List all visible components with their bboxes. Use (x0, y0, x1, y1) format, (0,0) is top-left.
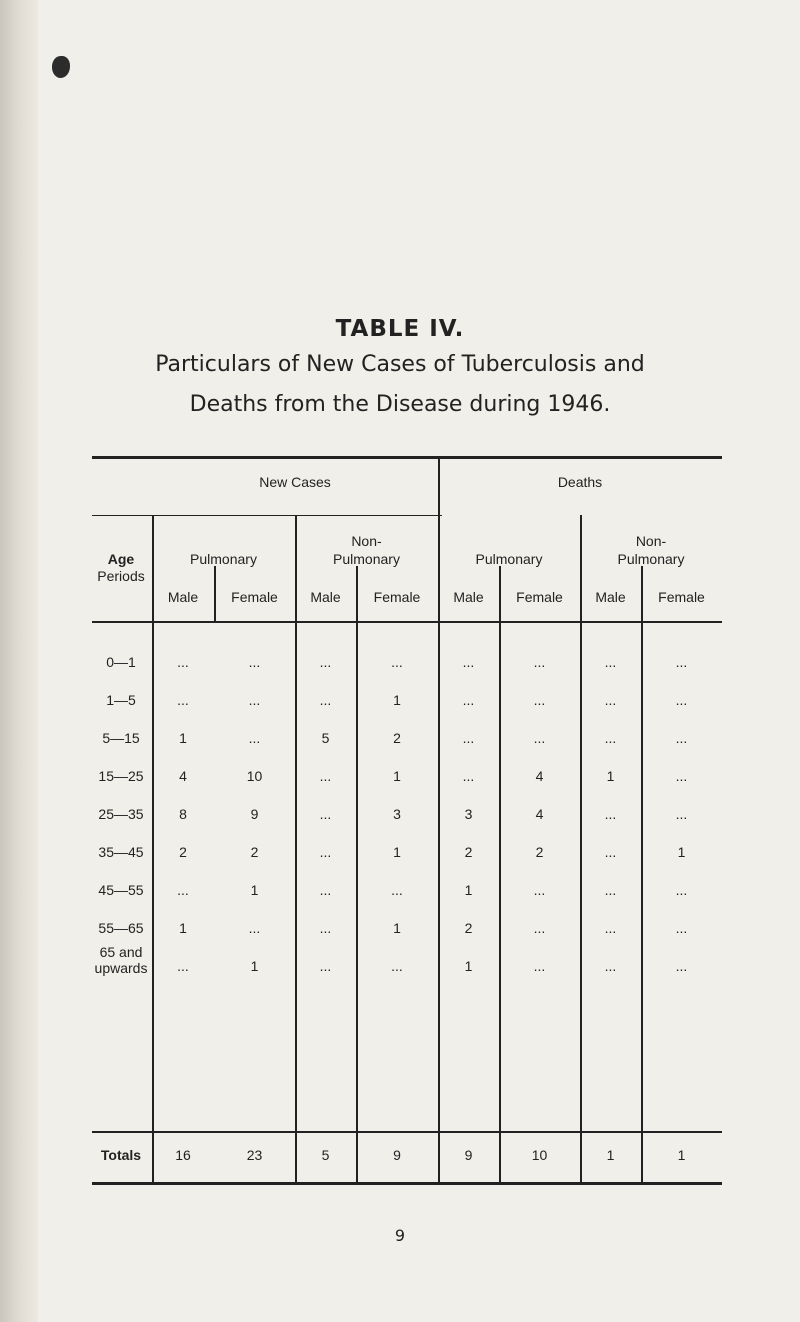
age-divider-header (152, 515, 154, 621)
table-cell: ... (391, 958, 403, 974)
sub-header-pulmonary: Pulmonary (190, 551, 257, 567)
sub-header-deaths-pulmonary: Pulmonary (475, 551, 543, 567)
table-cell: ... (177, 654, 189, 670)
table-cell: 2 (250, 844, 259, 860)
table-cell: 2 (464, 920, 473, 936)
new-cases-underline (92, 515, 442, 516)
table-cell: ... (248, 654, 261, 670)
table-cell: 1 (677, 844, 686, 860)
table-cell: ... (319, 768, 332, 784)
header-bottom-rule (92, 621, 722, 623)
deaths-sub-divider (580, 515, 582, 621)
sub-header-deaths-non-pulmonary-2: Pulmonary (617, 551, 685, 567)
table-cell: ... (319, 920, 332, 936)
table-cell: ... (319, 844, 332, 860)
row-age-label: 15—25 (98, 768, 144, 784)
table-cell: ... (604, 730, 617, 746)
table-cell: ... (675, 920, 688, 936)
table-cell: 3 (393, 806, 401, 822)
sex-header-3: Female (373, 589, 421, 605)
table-cell: ... (533, 654, 546, 670)
table-cell: 1 (393, 920, 401, 936)
table-cell: ... (604, 882, 617, 898)
table-cell: ... (533, 730, 546, 746)
table-cell: ... (604, 920, 617, 936)
sex-header-7: Female (658, 589, 705, 605)
table-cell: 4 (535, 806, 544, 822)
table-cell: ... (604, 692, 617, 708)
page-edge-shadow (0, 0, 38, 1322)
totals-label: Totals (100, 1147, 142, 1163)
table-cell: ... (675, 882, 688, 898)
table-cell: ... (675, 730, 688, 746)
totals-cell: 16 (175, 1147, 191, 1163)
totals-cell: 9 (393, 1147, 401, 1163)
table-cell: 3 (464, 806, 473, 822)
table-cell: ... (462, 692, 475, 708)
table-cell: 1 (393, 692, 401, 708)
sub-header-non-pulmonary-2: Pulmonary (333, 551, 400, 567)
table-cell: ... (462, 654, 475, 670)
table-cell: ... (248, 920, 261, 936)
table-cell: ... (319, 692, 332, 708)
table-cell: ... (533, 920, 546, 936)
sex-header-1: Female (231, 589, 278, 605)
table-cell: ... (675, 654, 688, 670)
table-cell: ... (391, 654, 403, 670)
new-cases-sub-divider (295, 515, 297, 621)
sex-header-0: Male (167, 589, 199, 605)
table-cell: 10 (246, 768, 263, 784)
row-age-label: 65 and (99, 944, 143, 960)
row-age-label: 55—65 (98, 920, 144, 936)
table-cell: 2 (535, 844, 544, 860)
table-cell: ... (533, 958, 546, 974)
table-cell: ... (462, 768, 475, 784)
sex-header-4: Male (453, 589, 484, 605)
table-cell: 1 (250, 958, 259, 974)
totals-cell: 1 (677, 1147, 686, 1163)
sub-header-deaths-non-pulmonary-1: Non- (635, 533, 667, 549)
table-cell: ... (604, 958, 617, 974)
totals-cell: 5 (321, 1147, 330, 1163)
table-cell: ... (319, 958, 332, 974)
row-age-label: 1—5 (106, 692, 136, 708)
sex-header-6: Male (595, 589, 626, 605)
table-label: TABLE IV. (335, 316, 465, 342)
table-cell: 2 (393, 730, 401, 746)
group-header-deaths: Deaths (557, 474, 603, 490)
totals-cell: 10 (531, 1147, 548, 1163)
table-cell: 1 (179, 920, 187, 936)
row-age-label: 5—15 (102, 730, 140, 746)
table-title-line-2: Deaths from the Disease during 1946. (189, 392, 611, 417)
table-cell: 4 (535, 768, 544, 784)
ink-blot (52, 56, 70, 78)
group-header-new-cases: New Cases (259, 474, 331, 490)
table-cell: ... (675, 958, 688, 974)
table-cell: 1 (464, 958, 473, 974)
table-cell: ... (604, 806, 617, 822)
page-number: 9 (394, 1226, 406, 1245)
table-cell: ... (177, 958, 189, 974)
table-cell: 2 (464, 844, 473, 860)
row-age-label: 45—55 (98, 882, 144, 898)
table-top-rule (92, 456, 722, 459)
sex-header-5: Female (516, 589, 563, 605)
sex-header-2: Male (310, 589, 341, 605)
table-cell: ... (319, 882, 332, 898)
table-title-line-1: Particulars of New Cases of Tuberculosis and (155, 352, 645, 377)
table-cell: ... (391, 882, 403, 898)
table-cell: 9 (250, 806, 259, 822)
age-header-line-2: Periods (97, 568, 145, 584)
totals-cell: 23 (246, 1147, 263, 1163)
table-cell: ... (533, 882, 546, 898)
table-cell: 4 (179, 768, 187, 784)
row-age-label: 25—35 (98, 806, 144, 822)
table-cell: ... (533, 692, 546, 708)
age-header-line-1: Age (107, 551, 135, 567)
table-cell: ... (675, 692, 688, 708)
table-cell: 1 (464, 882, 473, 898)
table-cell: 2 (179, 844, 187, 860)
table-cell: ... (675, 768, 688, 784)
table-cell: ... (248, 692, 261, 708)
row-age-label: upwards (94, 960, 148, 976)
table-cell: ... (248, 730, 261, 746)
table-cell: ... (462, 730, 475, 746)
table-cell: ... (319, 806, 332, 822)
table-cell: ... (604, 654, 617, 670)
table-cell: 1 (250, 882, 259, 898)
totals-top-rule (92, 1131, 722, 1133)
table-bottom-rule (92, 1182, 722, 1185)
table-cell: 1 (606, 768, 615, 784)
table-cell: ... (675, 806, 688, 822)
table-cell: ... (319, 654, 332, 670)
sub-header-non-pulmonary-1: Non- (351, 533, 382, 549)
table-cell: 1 (179, 730, 187, 746)
row-age-label: 35—45 (98, 844, 144, 860)
totals-cell: 1 (606, 1147, 615, 1163)
table-cell: 8 (179, 806, 187, 822)
table-cell: ... (177, 882, 189, 898)
table-cell: 1 (393, 844, 401, 860)
table-cell: 5 (321, 730, 330, 746)
row-age-label: 0—1 (106, 654, 136, 670)
table-cell: ... (177, 692, 189, 708)
totals-cell: 9 (464, 1147, 473, 1163)
table-cell: ... (604, 844, 617, 860)
table-cell: 1 (393, 768, 401, 784)
